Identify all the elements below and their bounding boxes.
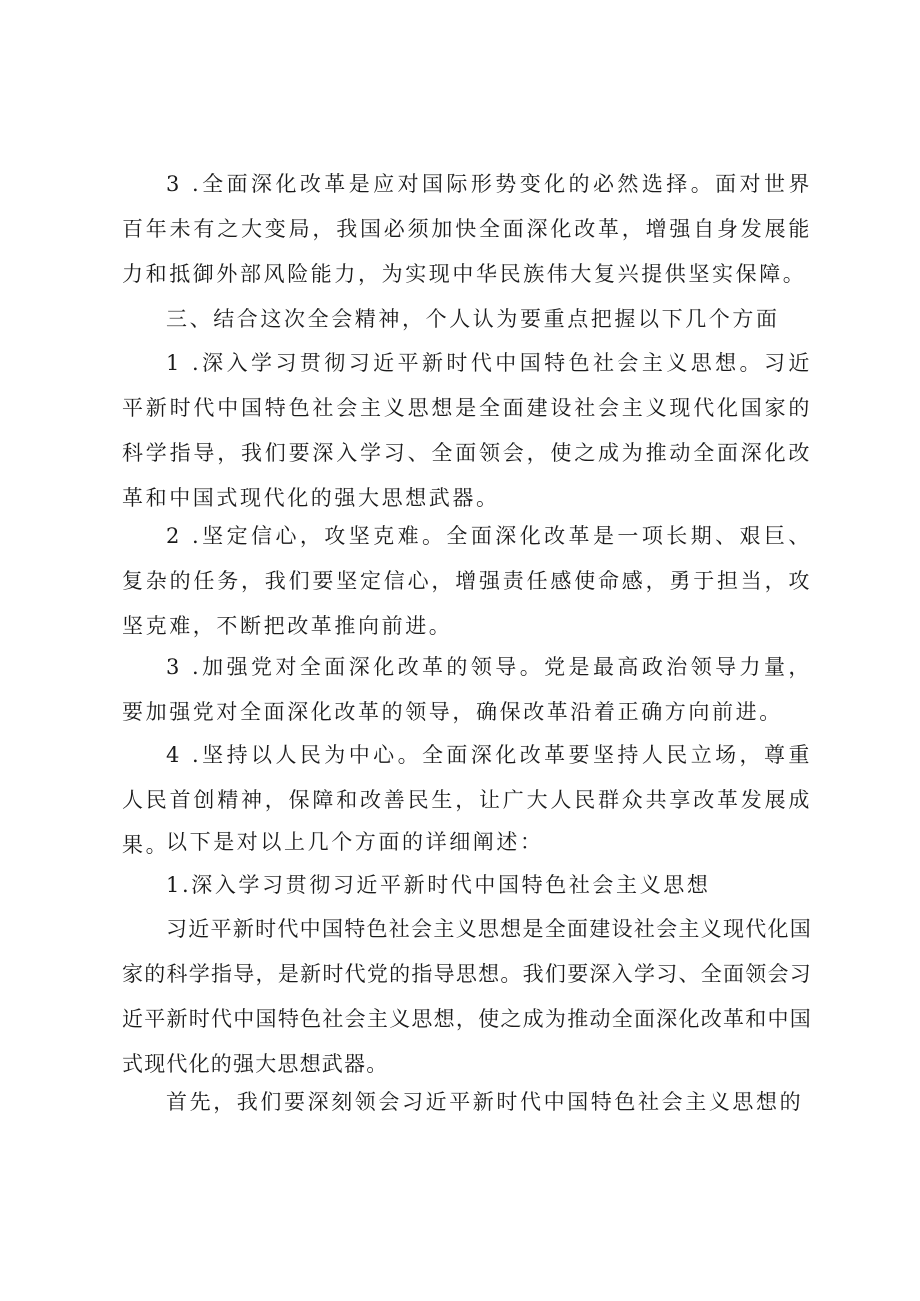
paragraph-point-2: 2 .坚定信心，攻坚克难。全面深化改革是一项长期、艰巨、复杂的任务，我们要坚定信心，增强责任感使命感，勇于担当，攻坚克难，不断把改革推向前进。: [122, 524, 812, 638]
paragraph-detail-intro: 以下是对以上几个方面的详细阐述：: [166, 830, 544, 854]
paragraph-reform-international: 3 .全面深化改革是应对国际形势变化的必然选择。面对世界百年未有之大变局，我国必须加快全面深化改革，增强自身发展能力和抵御外部风险能力，为实现中华民族伟大复兴提供坚实保障。: [122, 172, 812, 286]
paragraph-point-4: 4 .坚持以人民为中心。全面深化改革要坚持人民立场，尊重人民首创精神，保障和改善民生，让广大人民群众共享改革发展成果。: [122, 743, 812, 857]
section-heading-three: 三、结合这次全会精神，个人认为要重点把握以下几个方面: [166, 307, 780, 331]
paragraph-detail-1: 习近平新时代中国特色社会主义思想是全面建设社会主义现代化国家的科学指导，是新时代党的指导思想。我们要深入学习、全面领会习近平新时代中国特色社会主义思想，使之成为推动全面深化改革和中国式现代化的强大思想武器。: [122, 917, 812, 1076]
paragraph-point-1: 1 .深入学习贯彻习近平新时代中国特色社会主义思想。习近平新时代中国特色社会主义思想是全面建设社会主义现代化国家的科学指导，我们要深入学习、全面领会，使之成为推动全面深化改革和中国式现代化的强大思想武器。: [122, 351, 812, 510]
paragraph-firstly: 首先，我们要深刻领会习近平新时代中国特色社会主义思想的: [166, 1090, 804, 1114]
paragraph-point-3: 3 .加强党对全面深化改革的领导。党是最高政治领导力量，要加强党对全面深化改革的领导，确保改革沿着正确方向前进。: [122, 655, 812, 724]
subheading-detail-1: 1.深入学习贯彻习近平新时代中国特色社会主义思想: [166, 873, 711, 897]
